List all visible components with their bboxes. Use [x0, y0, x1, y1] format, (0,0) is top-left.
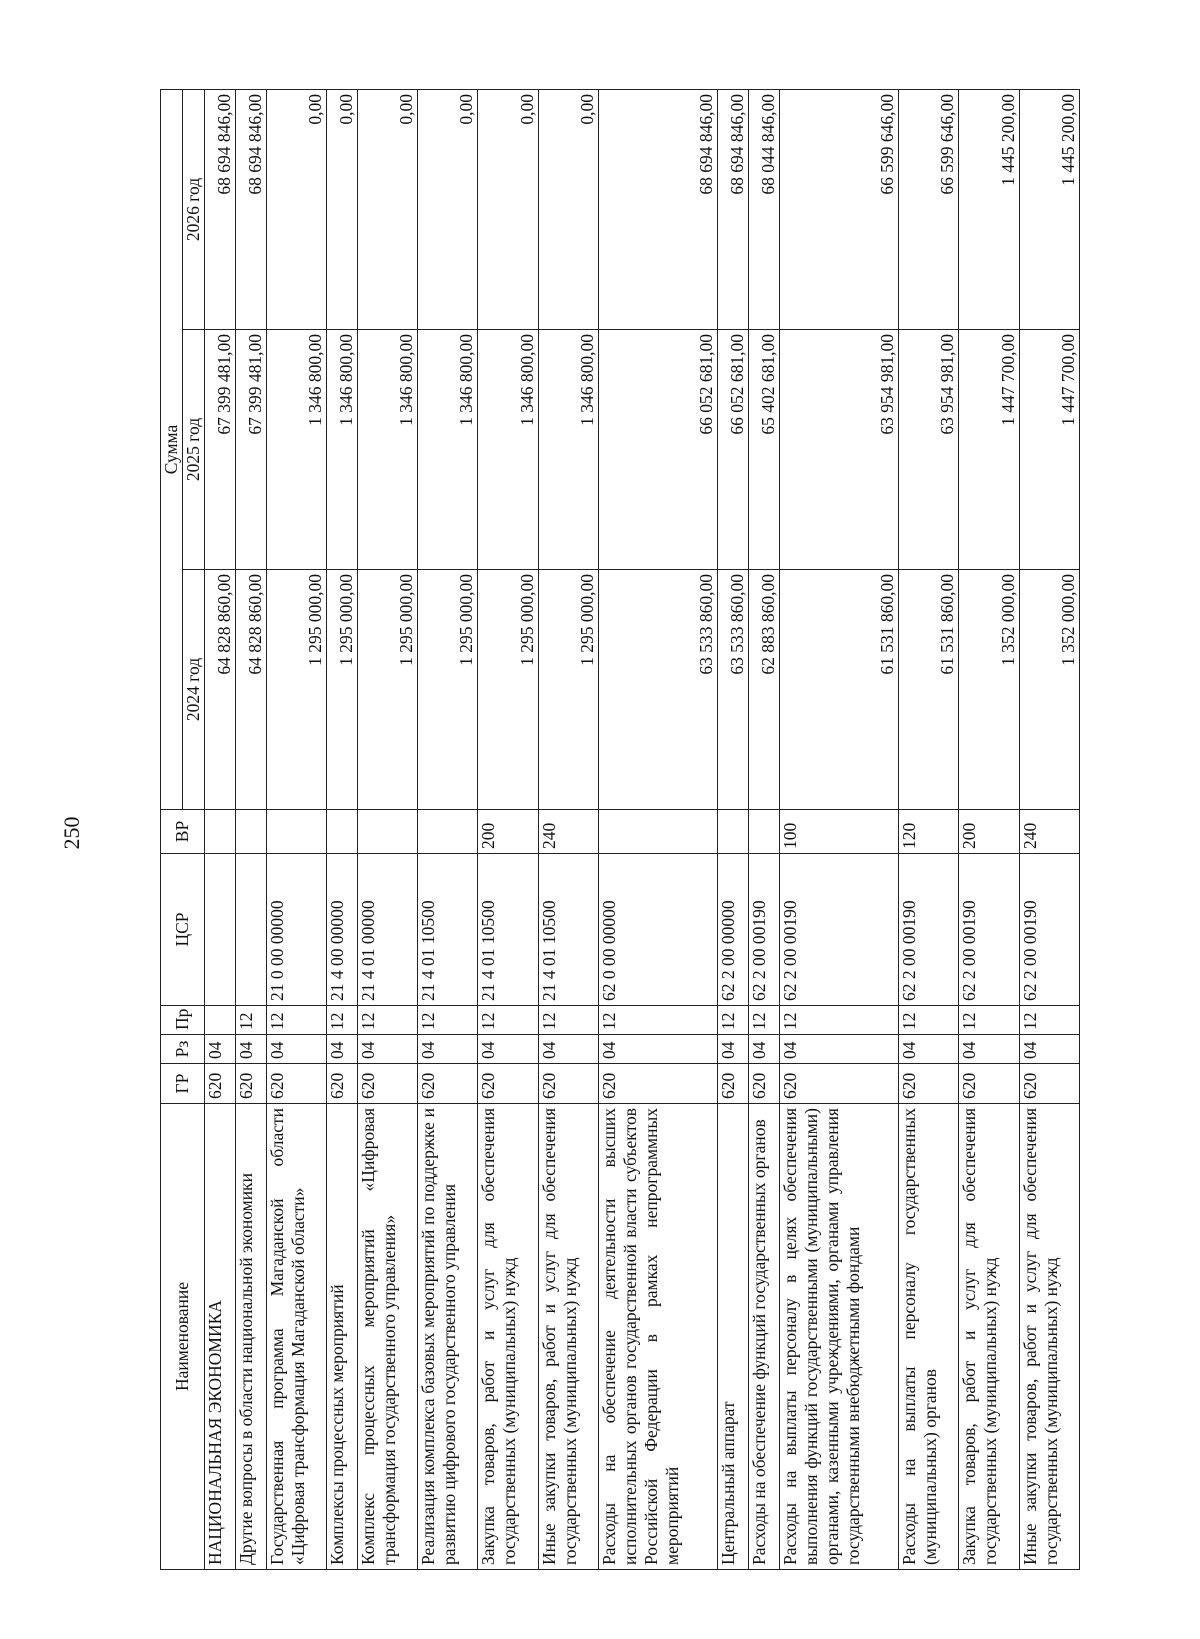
table-cell-2026: 68 694 846,00 [718, 89, 749, 329]
header-pr: Пр [161, 1006, 205, 1035]
rotated-table-container [160, 90, 1080, 1570]
table-cell-vr [418, 810, 478, 854]
header-vr: ВР [161, 810, 205, 854]
table-cell-name: Расходы на обеспечение функций государственных органов [748, 1104, 779, 1570]
table-cell-vr [326, 810, 357, 854]
table-row [418, 89, 478, 1569]
table-cell-2025: 1 346 800,00 [326, 330, 357, 570]
table-cell-2026: 0,00 [266, 89, 326, 329]
table-cell-pr: 12 [779, 1006, 898, 1035]
table-cell-csr: 62 2 00 00190 [779, 854, 898, 1006]
table-cell-csr: 21 4 01 10500 [418, 854, 478, 1006]
table-cell-2025: 1 447 700,00 [1019, 330, 1079, 570]
table-cell-rz: 04 [538, 1035, 598, 1064]
table-cell-rz: 04 [779, 1035, 898, 1064]
page-number: 250 [59, 816, 84, 850]
table-cell-2026: 68 694 846,00 [598, 89, 717, 329]
table-cell-pr: 12 [326, 1006, 357, 1035]
table-cell-2026: 1 445 200,00 [1019, 89, 1079, 329]
table-cell-pr: 12 [266, 1006, 326, 1035]
table-row [205, 89, 236, 1569]
table-cell-pr: 12 [357, 1006, 417, 1035]
header-year-2025: 2025 год [183, 330, 205, 570]
table-cell-rz: 04 [478, 1035, 538, 1064]
table-cell-2024: 63 533 860,00 [718, 570, 749, 810]
table-cell-name: Иные закупки товаров, работ и услуг для обеспечения государственных (муниципальных) нужд [538, 1104, 598, 1570]
header-rz: Рз [161, 1035, 205, 1064]
header-gr: ГР [161, 1064, 205, 1104]
table-row [779, 89, 898, 1569]
table-cell-rz: 04 [748, 1035, 779, 1064]
table-cell-vr [266, 810, 326, 854]
table-cell-gr: 620 [326, 1064, 357, 1104]
table-cell-vr [598, 810, 717, 854]
table-cell-rz: 04 [266, 1035, 326, 1064]
table-cell-name: Иные закупки товаров, работ и услуг для обеспечения государственных (муниципальных) нужд [1019, 1104, 1079, 1570]
table-cell-pr: 12 [538, 1006, 598, 1035]
table-cell-pr: 12 [418, 1006, 478, 1035]
table-row [235, 89, 266, 1569]
table-cell-pr [205, 1006, 236, 1035]
table-cell-2024: 1 352 000,00 [959, 570, 1019, 810]
table-cell-csr: 62 2 00 00190 [748, 854, 779, 1006]
table-cell-csr: 21 0 00 00000 [266, 854, 326, 1006]
table-cell-name: Государственная программа Магаданской области «Цифровая трансформация Магаданской области» [266, 1104, 326, 1570]
table-cell-gr: 620 [266, 1064, 326, 1104]
table-cell-vr: 200 [959, 810, 1019, 854]
table-cell-pr: 12 [748, 1006, 779, 1035]
table-cell-gr: 620 [899, 1064, 959, 1104]
table-cell-vr [718, 810, 749, 854]
table-cell-name: НАЦИОНАЛЬНАЯ ЭКОНОМИКА [205, 1104, 236, 1570]
table-row [1019, 89, 1079, 1569]
table-cell-pr: 12 [899, 1006, 959, 1035]
table-row [959, 89, 1019, 1569]
table-cell-rz: 04 [418, 1035, 478, 1064]
table-cell-2024: 1 295 000,00 [418, 570, 478, 810]
budget-table [160, 89, 1080, 1570]
table-cell-gr: 620 [205, 1064, 236, 1104]
table-row [899, 89, 959, 1569]
table-cell-name: Закупка товаров, работ и услуг для обеспечения государственных (муниципальных) нужд [959, 1104, 1019, 1570]
table-cell-2025: 67 399 481,00 [235, 330, 266, 570]
table-cell-rz: 04 [205, 1035, 236, 1064]
table-cell-gr: 620 [748, 1064, 779, 1104]
table-cell-gr: 620 [1019, 1064, 1079, 1104]
table-row [598, 89, 717, 1569]
table-cell-2024: 1 295 000,00 [538, 570, 598, 810]
header-name: Наименование [161, 1104, 205, 1570]
table-cell-name: Центральный аппарат [718, 1104, 749, 1570]
table-cell-2025: 1 346 800,00 [418, 330, 478, 570]
table-cell-2025: 1 346 800,00 [478, 330, 538, 570]
table-cell-gr: 620 [418, 1064, 478, 1104]
table-row [718, 89, 749, 1569]
header-sum: Сумма [161, 89, 183, 809]
table-row [357, 89, 417, 1569]
table-cell-pr: 12 [1019, 1006, 1079, 1035]
table-row [748, 89, 779, 1569]
table-cell-name: Комплексы процессных мероприятий [326, 1104, 357, 1570]
table-cell-csr [205, 854, 236, 1006]
table-cell-2024: 62 883 860,00 [748, 570, 779, 810]
table-cell-rz: 04 [326, 1035, 357, 1064]
table-cell-rz: 04 [899, 1035, 959, 1064]
table-row [326, 89, 357, 1569]
table-cell-2025: 66 052 681,00 [718, 330, 749, 570]
table-cell-vr: 120 [899, 810, 959, 854]
table-cell-2025: 1 346 800,00 [538, 330, 598, 570]
table-cell-csr: 62 2 00 00000 [718, 854, 749, 1006]
table-cell-2026: 0,00 [357, 89, 417, 329]
table-cell-vr: 200 [478, 810, 538, 854]
table-cell-gr: 620 [959, 1064, 1019, 1104]
table-cell-2026: 68 694 846,00 [205, 89, 236, 329]
table-cell-gr: 620 [598, 1064, 717, 1104]
table-cell-2024: 61 531 860,00 [779, 570, 898, 810]
table-cell-name: Закупка товаров, работ и услуг для обеспечения государственных (муниципальных) нужд [478, 1104, 538, 1570]
table-cell-gr: 620 [357, 1064, 417, 1104]
table-cell-csr: 21 4 01 10500 [538, 854, 598, 1006]
table-cell-vr [357, 810, 417, 854]
table-cell-name: Расходы на выплаты персоналу государственных (муниципальных) органов [899, 1104, 959, 1570]
table-cell-csr: 62 2 00 00190 [899, 854, 959, 1006]
table-row [266, 89, 326, 1569]
table-row [478, 89, 538, 1569]
table-cell-vr [205, 810, 236, 854]
table-cell-2026: 68 044 846,00 [748, 89, 779, 329]
table-cell-2026: 0,00 [326, 89, 357, 329]
header-row-1 [161, 89, 183, 1569]
table-cell-pr: 12 [598, 1006, 717, 1035]
table-cell-csr: 62 2 00 00190 [959, 854, 1019, 1006]
table-cell-vr [235, 810, 266, 854]
table-cell-vr: 100 [779, 810, 898, 854]
table-cell-name: Комплекс процессных мероприятий «Цифровая трансформация государственного управления» [357, 1104, 417, 1570]
table-cell-csr: 62 2 00 00190 [1019, 854, 1079, 1006]
header-year-2026: 2026 год [183, 89, 205, 329]
table-cell-2025: 66 052 681,00 [598, 330, 717, 570]
table-cell-name: Расходы на выплаты персоналу в целях обеспечения выполнения функций государственными (муниципальными) органами, казенными учреждениями, органами управления государственными внебюджетными фондами [779, 1104, 898, 1570]
table-cell-name: Реализация комплекса базовых мероприятий по поддержке и развитию цифрового государственного управления [418, 1104, 478, 1570]
table-cell-2024: 1 352 000,00 [1019, 570, 1079, 810]
table-cell-2024: 63 533 860,00 [598, 570, 717, 810]
table-cell-2025: 1 346 800,00 [357, 330, 417, 570]
table-cell-2024: 61 531 860,00 [899, 570, 959, 810]
table-cell-gr: 620 [718, 1064, 749, 1104]
table-cell-pr: 12 [959, 1006, 1019, 1035]
table-cell-csr: 21 4 01 10500 [478, 854, 538, 1006]
table-cell-name: Расходы на обеспечение деятельности высших исполнительных органов государственной власти субъектов Российской Федерации в рамках непрограммных мероприятий [598, 1104, 717, 1570]
table-cell-2024: 1 295 000,00 [326, 570, 357, 810]
table-cell-pr: 12 [718, 1006, 749, 1035]
table-cell-gr: 620 [235, 1064, 266, 1104]
table-cell-csr: 62 0 00 00000 [598, 854, 717, 1006]
table-cell-2024: 1 295 000,00 [357, 570, 417, 810]
table-cell-2024: 64 828 860,00 [235, 570, 266, 810]
table-cell-vr: 240 [538, 810, 598, 854]
table-body [205, 89, 1080, 1569]
table-cell-2025: 63 954 981,00 [779, 330, 898, 570]
table-cell-gr: 620 [779, 1064, 898, 1104]
table-cell-csr [235, 854, 266, 1006]
table-cell-gr: 620 [478, 1064, 538, 1104]
table-cell-2026: 0,00 [418, 89, 478, 329]
table-cell-2026: 1 445 200,00 [959, 89, 1019, 329]
table-cell-pr: 12 [235, 1006, 266, 1035]
table-cell-2025: 67 399 481,00 [205, 330, 236, 570]
table-cell-2025: 63 954 981,00 [899, 330, 959, 570]
table-cell-pr: 12 [478, 1006, 538, 1035]
table-cell-vr: 240 [1019, 810, 1079, 854]
table-cell-rz: 04 [357, 1035, 417, 1064]
table-cell-rz: 04 [235, 1035, 266, 1064]
table-cell-2026: 66 599 646,00 [779, 89, 898, 329]
table-cell-rz: 04 [598, 1035, 717, 1064]
table-cell-2025: 1 346 800,00 [266, 330, 326, 570]
table-cell-rz: 04 [959, 1035, 1019, 1064]
table-cell-2026: 0,00 [538, 89, 598, 329]
table-cell-2026: 0,00 [478, 89, 538, 329]
table-cell-vr [748, 810, 779, 854]
table-cell-2024: 1 295 000,00 [266, 570, 326, 810]
table-cell-2024: 1 295 000,00 [478, 570, 538, 810]
table-cell-2024: 64 828 860,00 [205, 570, 236, 810]
table-cell-2026: 66 599 646,00 [899, 89, 959, 329]
table-cell-csr: 21 4 01 00000 [357, 854, 417, 1006]
table-cell-gr: 620 [538, 1064, 598, 1104]
table-cell-2025: 65 402 681,00 [748, 330, 779, 570]
table-cell-csr: 21 4 00 00000 [326, 854, 357, 1006]
header-year-2024: 2024 год [183, 570, 205, 810]
header-csr: ЦСР [161, 854, 205, 1006]
table-cell-rz: 04 [1019, 1035, 1079, 1064]
table-cell-rz: 04 [718, 1035, 749, 1064]
table-row [538, 89, 598, 1569]
table-cell-name: Другие вопросы в области национальной экономики [235, 1104, 266, 1570]
table-cell-2026: 68 694 846,00 [235, 89, 266, 329]
table-cell-2025: 1 447 700,00 [959, 330, 1019, 570]
